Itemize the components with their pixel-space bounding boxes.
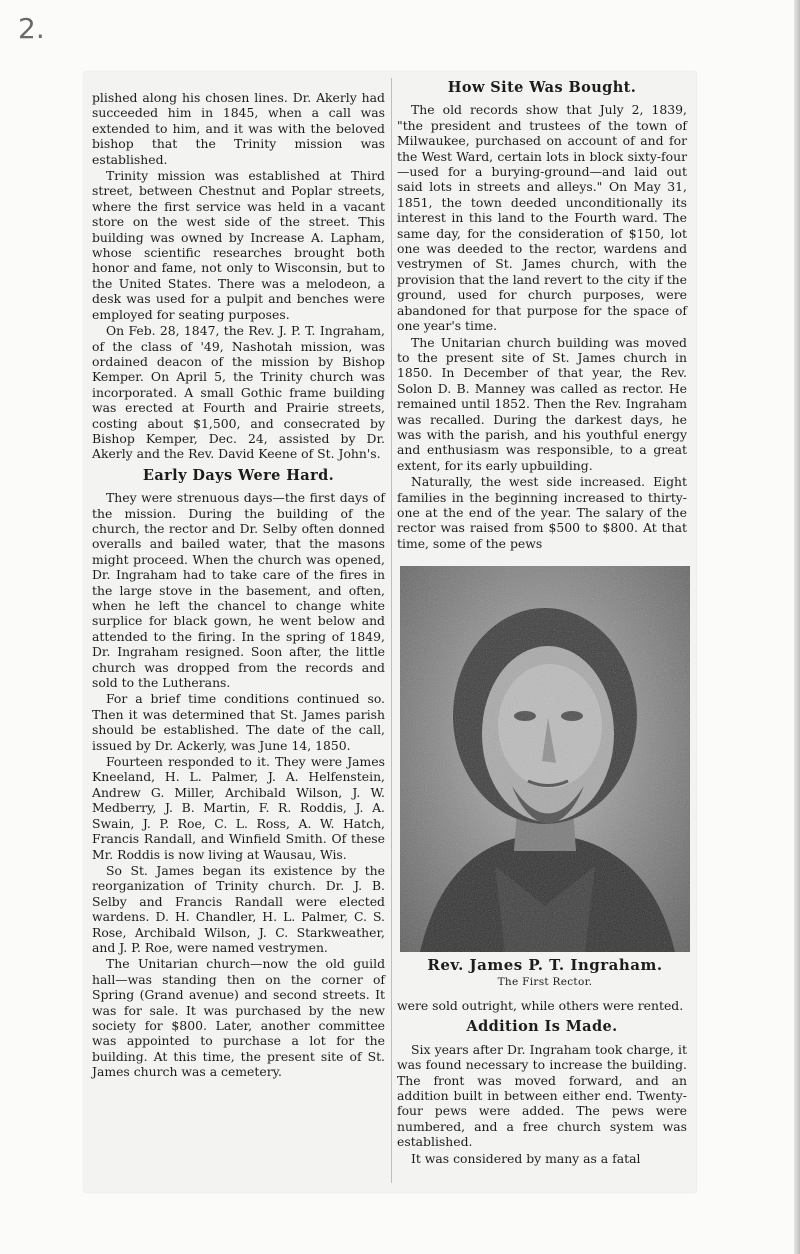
caption-name: Rev. James P. T. Ingraham. [427, 956, 663, 974]
paragraph: They were strenuous days—the first days of the mission. During the building of the church, the rector and Dr. Selby often donned overalls and bailed water, that the masons might proceed. When the church was opened, Dr. Ingraham had to take care of the fires in the large stove in the basement, and often, when he left the chancel to change white surplice for black gown, he went below and attended to the firing. In the spring of 1849, Dr. Ingraham resigned. Soon after, the little church was dropped from the records and sold to the Lutherans. [92, 490, 385, 691]
paragraph: Naturally, the west side increased. Eight families in the beginning increased to thirty-one at the end of the year. The salary of the rector was raised from $500 to $800. At that time, some of the pews [397, 474, 687, 551]
left-column [92, 90, 385, 1081]
column-divider [391, 78, 392, 1183]
paragraph: Fourteen responded to it. They were James Kneeland, H. L. Palmer, J. A. Helfenstein, Andrew G. Miller, Archibald Wilson, J. W. Medberry, J. B. Martin, F. R. Roddis, J. A. Swain, J. P. Roe, C. L. Ross, A. W. Hatch, Francis Randall, and Winfield Smith. Of these Mr. Roddis is now living at Wausau, Wis. [92, 754, 385, 862]
page-edge [794, 0, 800, 1254]
paragraph: were sold outright, while others were rented. [397, 998, 684, 1013]
paragraph: The old records show that July 2, 1839, "the president and trustees of the town of Milwaukee, purchased on account of and for the West Ward, certain lots in block sixty-four—used for a burying-ground—and laid out said lots in streets and alleys." On May 31, 1851, the town deeded unconditionally its interest in this land to the Fourth ward. The same day, for the consideration of $150, lot one was deeded to the rector, wardens and vestrymen of St. James church, with the provision that the land revert to the city if the ground, used for church purposes, were abandoned for that purpose for the space of one year's time. [397, 102, 687, 334]
paragraph: plished along his chosen lines. Dr. Akerly had succeeded him in 1845, when a call was extended to him, and it was with the beloved bishop that the Trinity mission was established. [92, 90, 385, 167]
paragraph: Trinity mission was established at Third street, between Chestnut and Poplar streets, where the first service was held in a vacant store on the west side of the street. This building was owned by Increase A. Lapham, whose scientific researches brought both honor and fame, not only to Wisconsin, but to the United States. There was a melodeon, a desk was used for a pulpit and benches were employed for seating purposes. [92, 168, 385, 322]
caption-subtitle: The First Rector. [497, 976, 593, 988]
paragraph: It was considered by many as a fatal [411, 1150, 641, 1166]
photo-caption [400, 956, 690, 988]
portrait-photo [400, 566, 690, 952]
paragraph: On Feb. 28, 1847, the Rev. J. P. T. Ingraham, of the class of '49, Nashotah mission, was ordained deacon of the mission by Bishop Kemper. On April 5, the Trinity church was incorporated. A small Gothic frame building was erected at Fourth and Prairie streets, costing about $1,500, and consecrated by Bishop Kemper, Dec. 24, assisted by Dr. Akerly and the Rev. David Keene of St. John's. [92, 323, 385, 462]
paragraph: The Unitarian church—now the old guild hall—was standing then on the corner of Spring (Grand avenue) and second streets. It was for sale. It was purchased by the new society for $800. Later, another committee was appointed to purchase a lot for the building. At this time, the present site of St. James church was a cemetery. [92, 956, 385, 1080]
paragraph: So St. James began its existence by the reorganization of Trinity church. Dr. J. B. Selby and Francis Randall were elected wardens. D. H. Chandler, H. L. Palmer, C. S. Rose, Archibald Wilson, J. C. Starkweather, and J. P. Roe, were named vestrymen. [92, 862, 385, 955]
portrait-illustration [400, 566, 690, 952]
section-heading-addition: Addition Is Made. [466, 1018, 618, 1036]
right-column-bottom [397, 998, 687, 1167]
section-heading-early-days: Early Days Were Hard. [142, 466, 335, 484]
section-heading-how-site: How Site Was Bought. [447, 79, 637, 96]
right-column-top [397, 80, 687, 552]
paragraph: For a brief time conditions continued so. Then it was determined that St. James parish should be established. The date of the call, issued by Dr. Ackerly, was June 14, 1850. [92, 691, 385, 753]
paragraph: Six years after Dr. Ingraham took charge, it was found necessary to increase the building. The front was moved forward, and an addition built in between either end. Twenty-four pews were added. The pews were numbered, and a free church system was established. [397, 1041, 687, 1150]
page-number: 2. [18, 12, 45, 45]
paragraph: The Unitarian church building was moved to the present site of St. James church in 1850. In December of that year, the Rev. Solon D. B. Manney was called as rector. He remained until 1852. Then the Rev. Ingraham was recalled. During the darkest days, he was with the parish, and his youthful energy and enthusiasm was responsible, to a great extent, for its early upbuilding. [397, 334, 687, 473]
